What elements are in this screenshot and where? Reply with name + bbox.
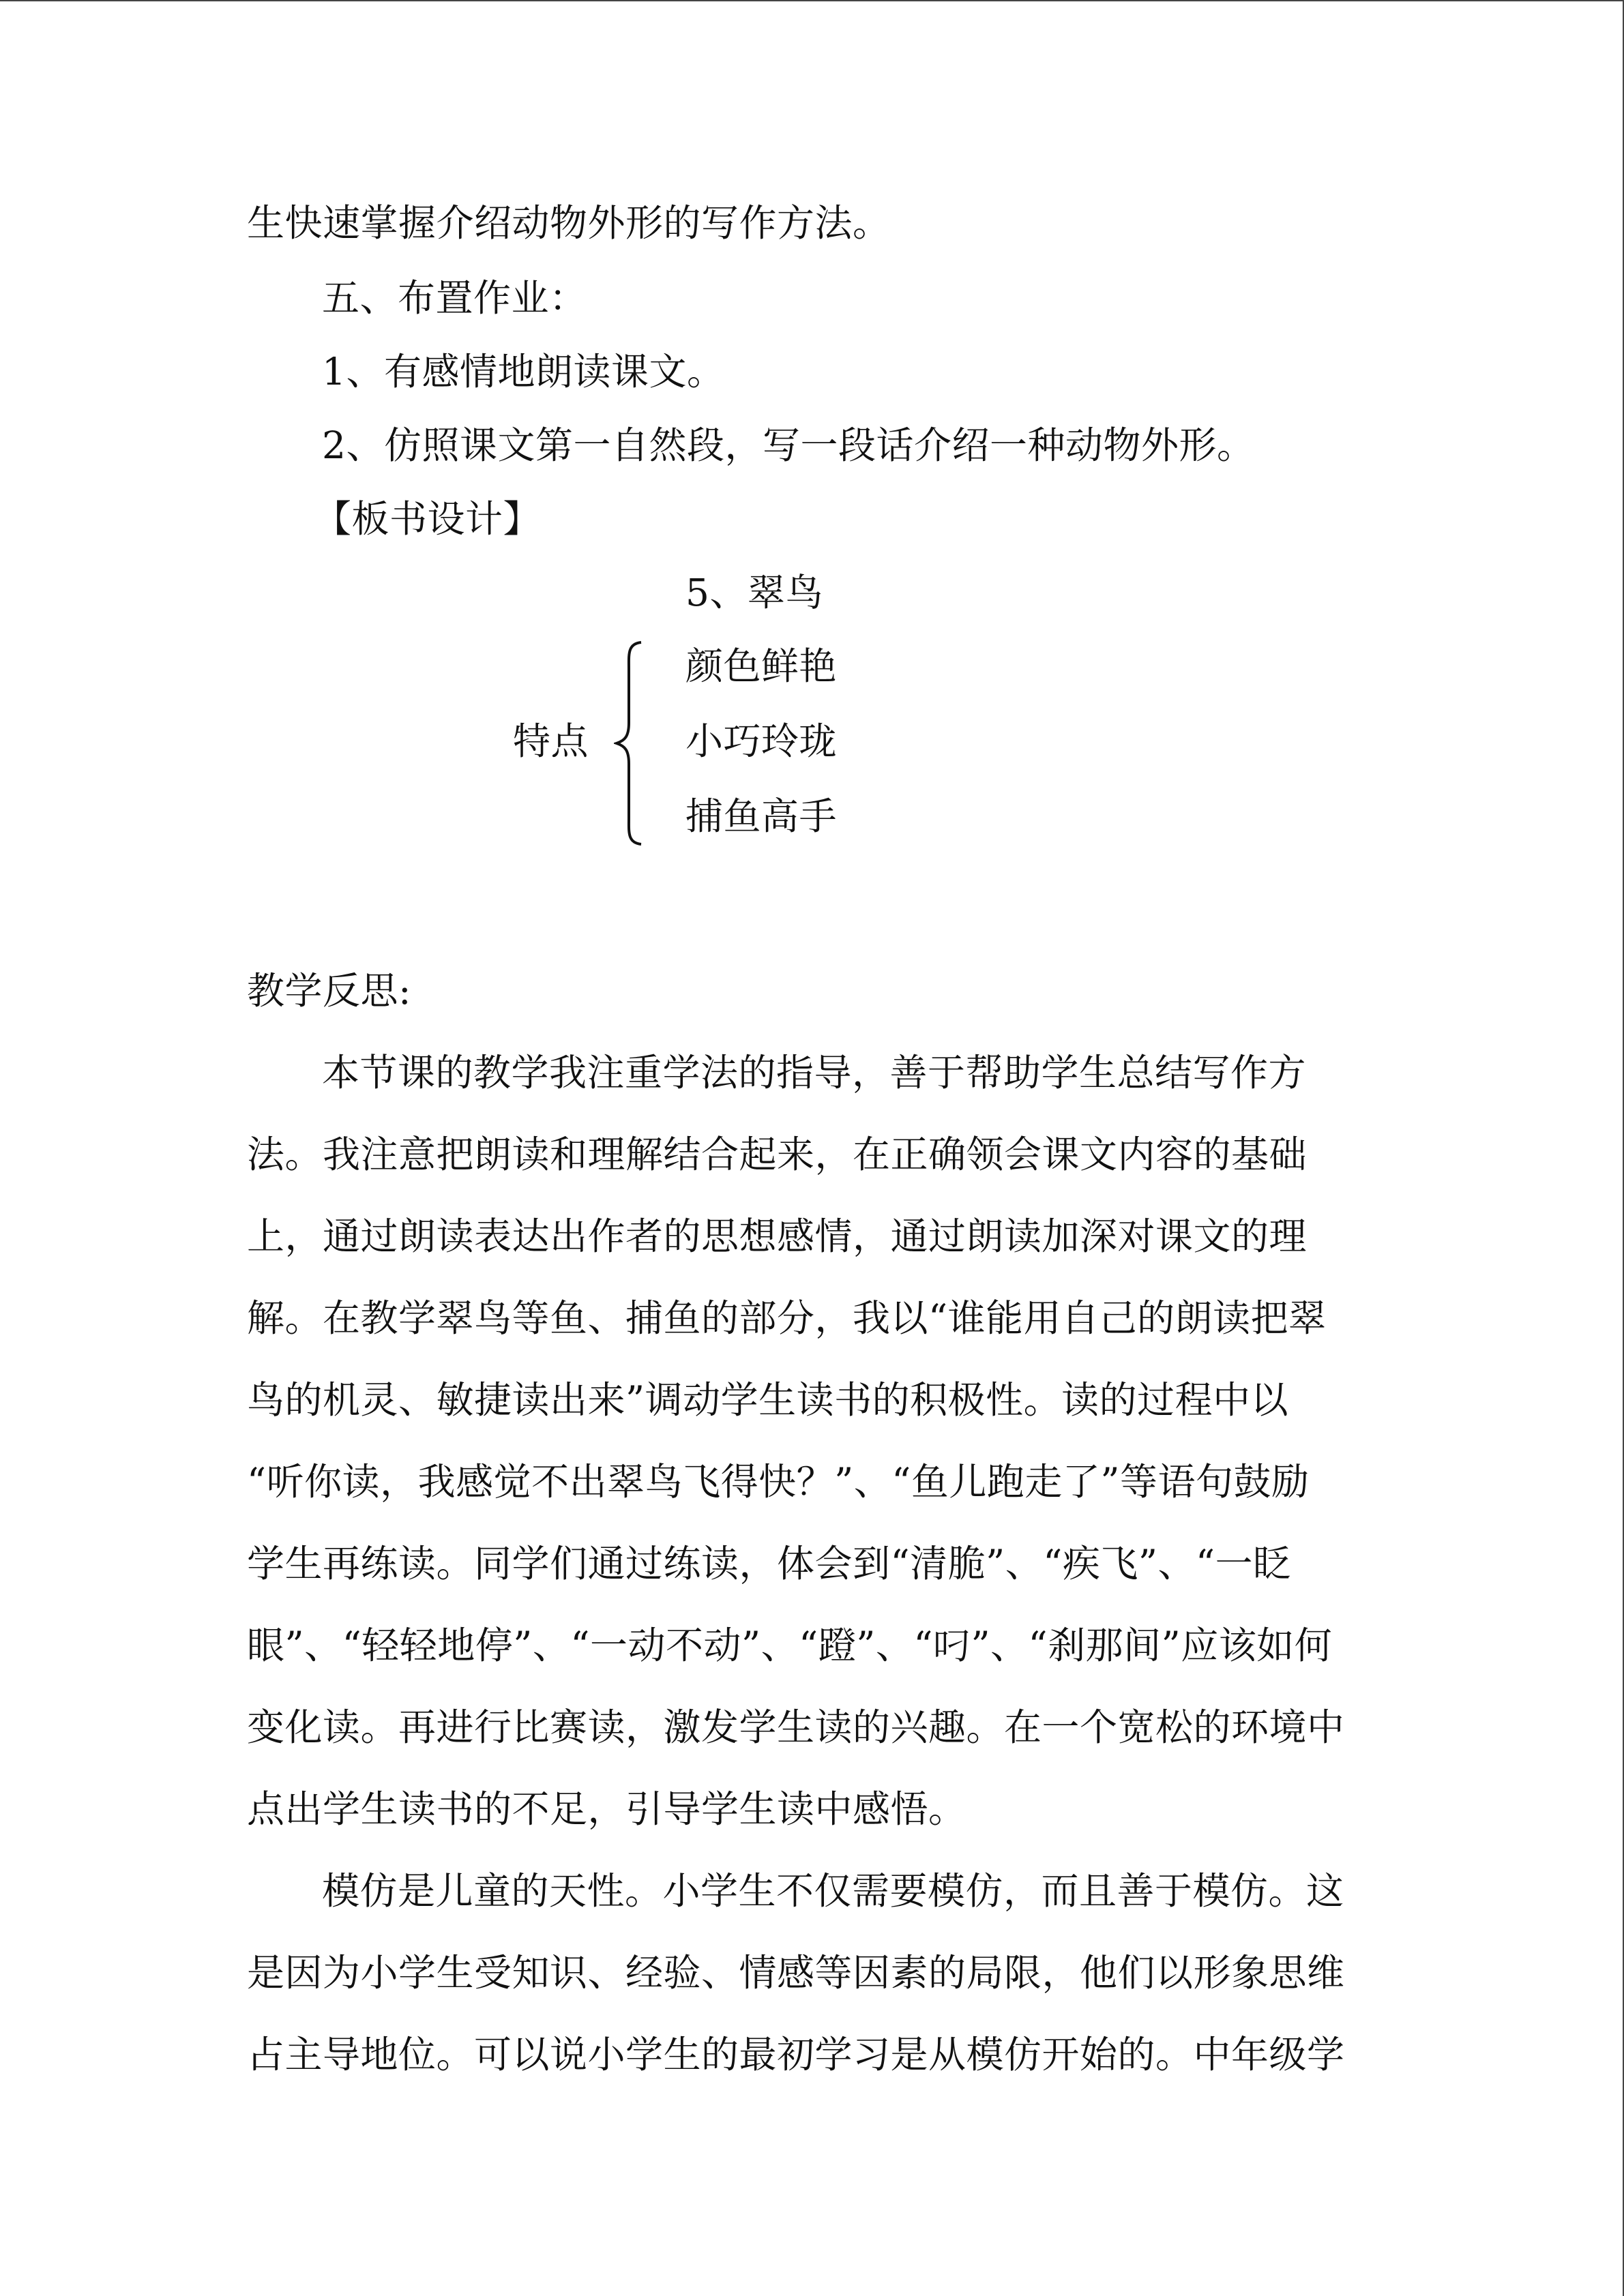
- reflection-line: 是因为小学生受知识、经验、情感等因素的局限，他们以形象思维: [247, 1951, 1345, 1995]
- reflection-line: 变化读。再进行比赛读，激发学生读的兴趣。在一个宽松的环境中: [247, 1705, 1345, 1749]
- homework-item-2: 2、仿照课文第一自然段，写一段话介绍一种动物外形。: [322, 423, 1255, 467]
- reflection-line: 法。我注意把朗读和理解结合起来，在正确领会课文内容的基础: [247, 1133, 1308, 1176]
- board-title: 5、翠鸟: [685, 571, 823, 614]
- reflection-line: 学生再练读。同学们通过练读，体会到“清脆”、“疾飞”、“一眨: [247, 1542, 1291, 1585]
- reflection-line: 占主导地位。可以说小学生的最初学习是从模仿开始的。中年级学: [247, 2033, 1345, 2076]
- homework-item-1: 1、有感情地朗读课文。: [322, 350, 725, 393]
- reflection-line: 模仿是儿童的天性。小学生不仅需要模仿，而且善于模仿。这: [322, 1869, 1344, 1913]
- reflection-line: 本节课的教学我注重学法的指导，善于帮助学生总结写作方: [322, 1051, 1307, 1094]
- board-design-heading: 【板书设计】: [314, 497, 542, 541]
- reflection-heading: 教学反思:: [247, 969, 412, 1013]
- reflection-line: 鸟的机灵、敏捷读出来”调动学生读书的积极性。读的过程中以: [247, 1378, 1289, 1422]
- reflection-line: 上，通过朗读表达出作者的思想感情，通过朗读加深对课文的理: [247, 1214, 1308, 1258]
- page-border-top: [0, 0, 1624, 1]
- board-item: 捕鱼高手: [685, 794, 838, 838]
- board-label: 特点: [513, 719, 589, 763]
- reflection-line: 眼”、“轻轻地停”、“一动不动”、“蹬”、“叼”、“刹那间”应该如何: [247, 1624, 1333, 1667]
- reflection-line: “听你读，我感觉不出翠鸟飞得快？”、“鱼儿跑走了”等语句鼓励: [247, 1460, 1310, 1504]
- section-heading-homework: 五、布置作业：: [322, 276, 587, 320]
- reflection-line: 点出学生读书的不足，引导学生读中感悟。: [247, 1787, 966, 1831]
- text-line: 生快速掌握介绍动物外形的写作方法。: [247, 201, 891, 245]
- board-item: 小巧玲珑: [685, 719, 838, 763]
- reflection-line: 解。在教学翠鸟等鱼、捕鱼的部分，我以“谁能用自己的朗读把翠: [247, 1296, 1327, 1340]
- board-item: 颜色鲜艳: [685, 644, 838, 688]
- curly-brace-icon: [614, 641, 655, 846]
